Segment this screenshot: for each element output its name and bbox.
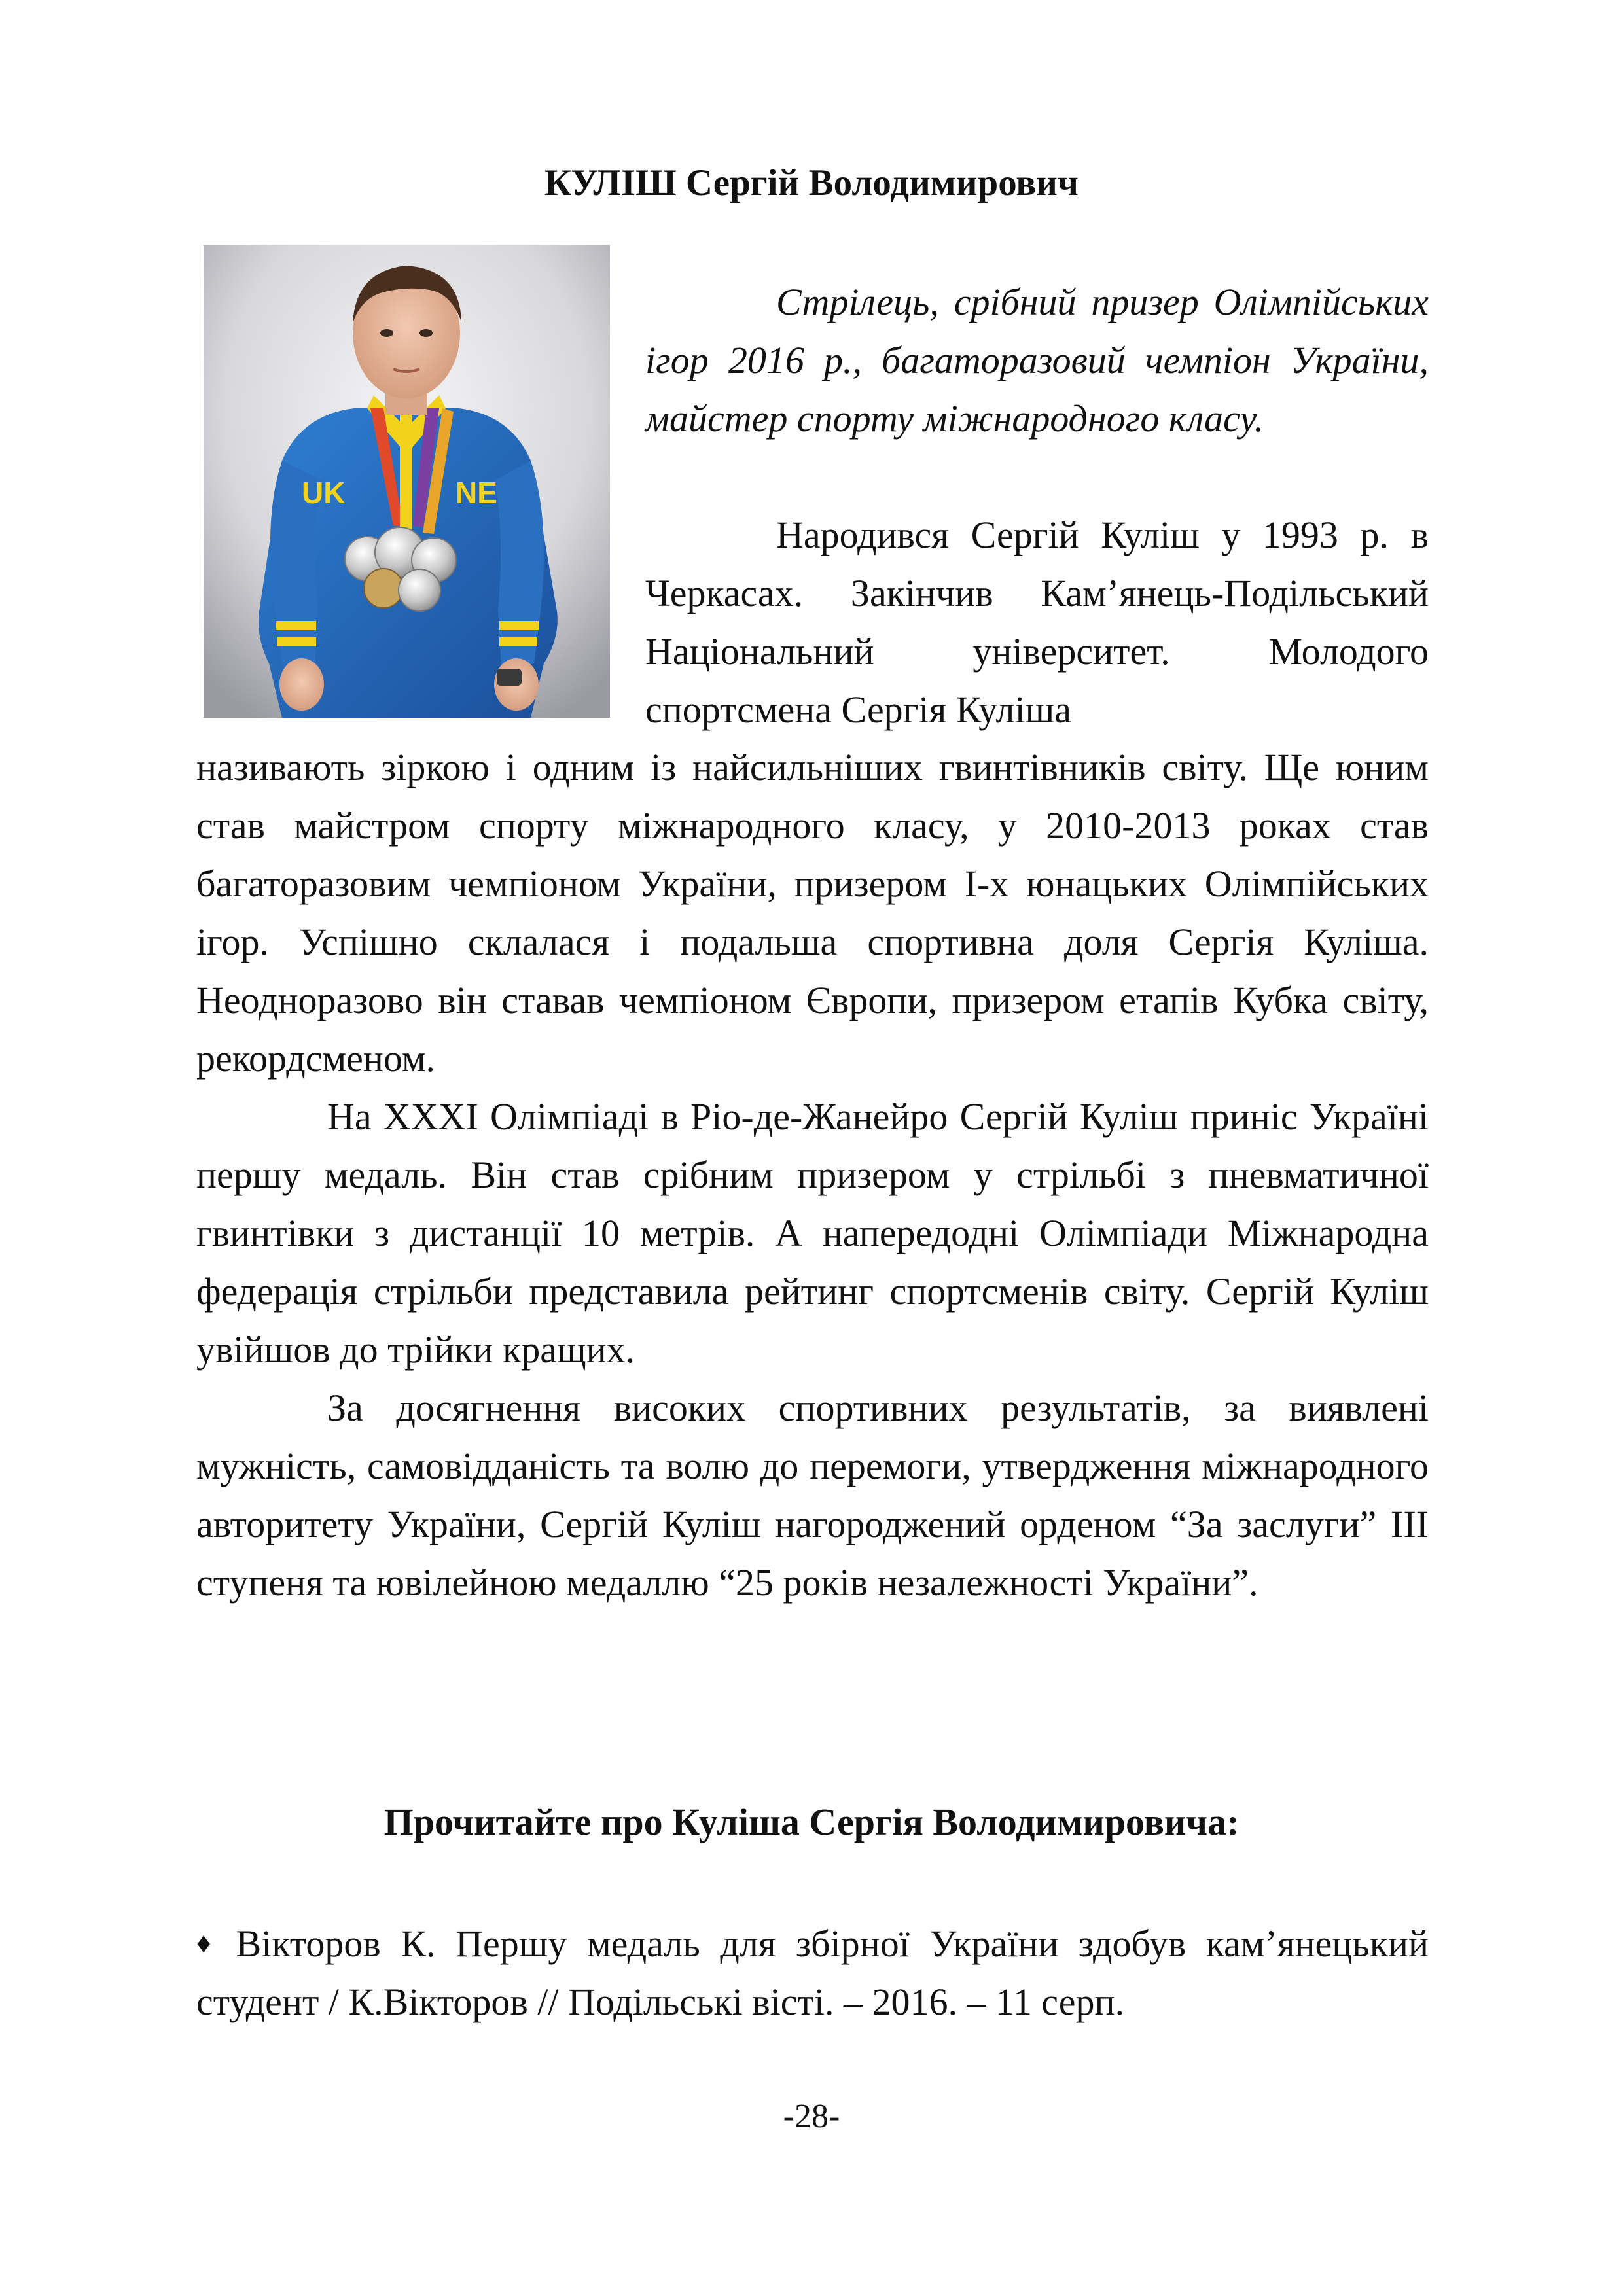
- rio-olympics-paragraph: На ХХХІ Олімпіаді в Ріо-де-Жанейро Сергій Куліш приніс Україні першу медаль. Він став срібним призером у стрільбі з пневматичної гвинтівки з дистанції 10 метрів. А напередодні Олімпіади Міжнародна федерація стрільби представила рейтинг спортсменів світу. Сергій Куліш увійшов до трійки кращих.: [196, 1095, 1429, 1371]
- svg-text:UK: UK: [302, 476, 346, 510]
- reference-text: Вікторов К. Першу медаль для збірної України здобув кам’янецький студент / К.Вікторов // Подільські вісті. – 2016. – 11 серп.: [196, 1922, 1429, 2023]
- bullet-icon: ♦: [196, 1927, 222, 1959]
- biography-body: [196, 738, 1429, 1612]
- birth-paragraph: Народився Сергій Куліш у 1993 р. в Черкасах. Закінчив Кам’янець-Подільський Національний університет. Молодого спортсмена Сергія Куліша: [645, 514, 1429, 731]
- birth-paragraph-continued: називають зіркою і одним із найсильніших гвинтівників світу. Ще юним став майстром спорту міжнародного класу, у 2010-2013 роках став багаторазовим чемпіоном України, призером І-х юнацьких Олімпійських ігор. Успішно склалася і подальша спортивна доля Сергія Куліша. Неодноразово він ставав чемпіоном Європи, призером етапів Кубка світу, рекордсменом.: [196, 746, 1429, 1080]
- further-reading-heading: Прочитайте про Куліша Сергія Володимировича:: [383, 1801, 1240, 1843]
- intro-summary: Стрілець, срібний призер Олімпійських ігор 2016 р., багаторазовий чемпіон України, майстер спорту міжнародного класу.: [645, 281, 1429, 440]
- page-number: -28-: [783, 2098, 840, 2135]
- svg-text:NE: NE: [455, 476, 497, 510]
- portrait-photo: [204, 245, 610, 718]
- page-title: КУЛІШ Сергій Володимирович: [544, 162, 1079, 203]
- awards-paragraph: За досягнення високих спортивних результатів, за виявлені мужність, самовідданість та волю до перемоги, утвердження міжнародного авторитету України, Сергій Куліш нагороджений орденом “За заслуги” ІІІ ступеня та ювілейною медаллю “25 років незалежності України”.: [196, 1386, 1429, 1604]
- reference-item: [196, 1914, 1429, 2031]
